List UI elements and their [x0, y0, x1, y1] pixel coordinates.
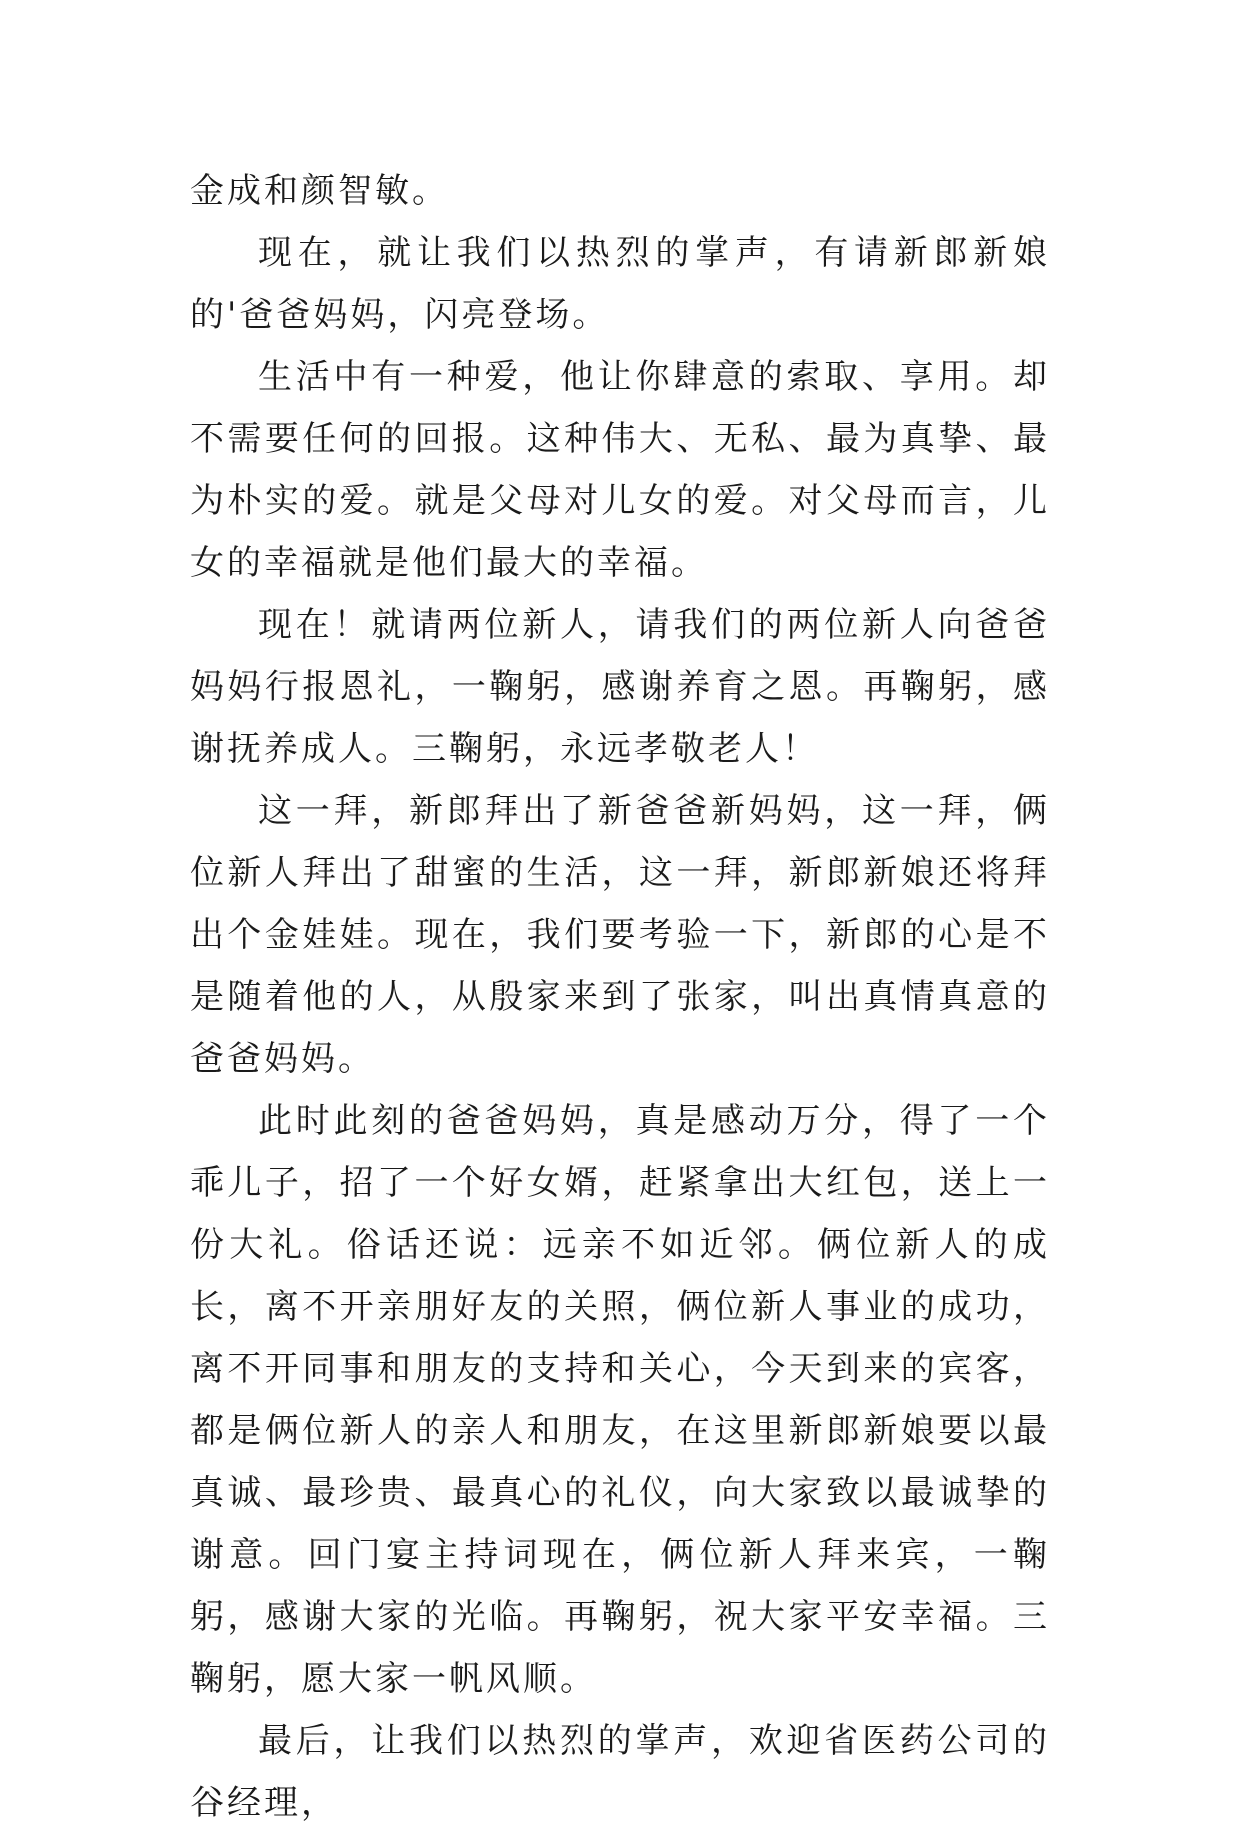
document-body [190, 160, 1050, 1834]
paragraph-parents-entrance: 现在，就让我们以热烈的掌声，有请新郎新娘的'爸爸妈妈，闪亮登场。 [190, 233, 1050, 335]
paragraph-bow-to-parents: 现在！就请两位新人，请我们的两位新人向爸爸妈妈行报恩礼，一鞠躬，感谢养育之恩。再鞠躬，感谢抚养成人。三鞠躬，永远孝敬老人！ [190, 605, 1050, 769]
paragraph-continuation: 金成和颜智敏。 [190, 171, 449, 211]
paragraph-parental-love: 生活中有一种爱，他让你肆意的索取、享用。却不需要任何的回报。这种伟大、无私、最为真挚、最为朴实的爱。就是父母对儿女的爱。对父母而言，儿女的幸福就是他们最大的幸福。 [190, 357, 1050, 583]
paragraph-this-bow: 这一拜，新郎拜出了新爸爸新妈妈，这一拜，俩位新人拜出了甜蜜的生活，这一拜，新郎新娘还将拜出个金娃娃。现在，我们要考验一下，新郎的心是不是随着他的人，从殷家来到了张家，叫出真情真意的爸爸妈妈。 [190, 791, 1050, 1079]
paragraph-finally: 最后，让我们以热烈的掌声，欢迎省医药公司的谷经理， [190, 1721, 1050, 1823]
paragraph-thank-guests: 此时此刻的爸爸妈妈，真是感动万分，得了一个乖儿子，招了一个好女婿，赶紧拿出大红包，送上一份大礼。俗话还说：远亲不如近邻。俩位新人的成长，离不开亲朋好友的关照，俩位新人事业的成功，离不开同事和朋友的支持和关心，今天到来的宾客，都是俩位新人的亲人和朋友，在这里新郎新娘要以最真诚、最珍贵、最真心的礼仪，向大家致以最诚挚的谢意。回门宴主持词现在，俩位新人拜来宾，一鞠躬，感谢大家的光临。再鞠躬，祝大家平安幸福。三鞠躬，愿大家一帆风顺。 [190, 1101, 1050, 1699]
